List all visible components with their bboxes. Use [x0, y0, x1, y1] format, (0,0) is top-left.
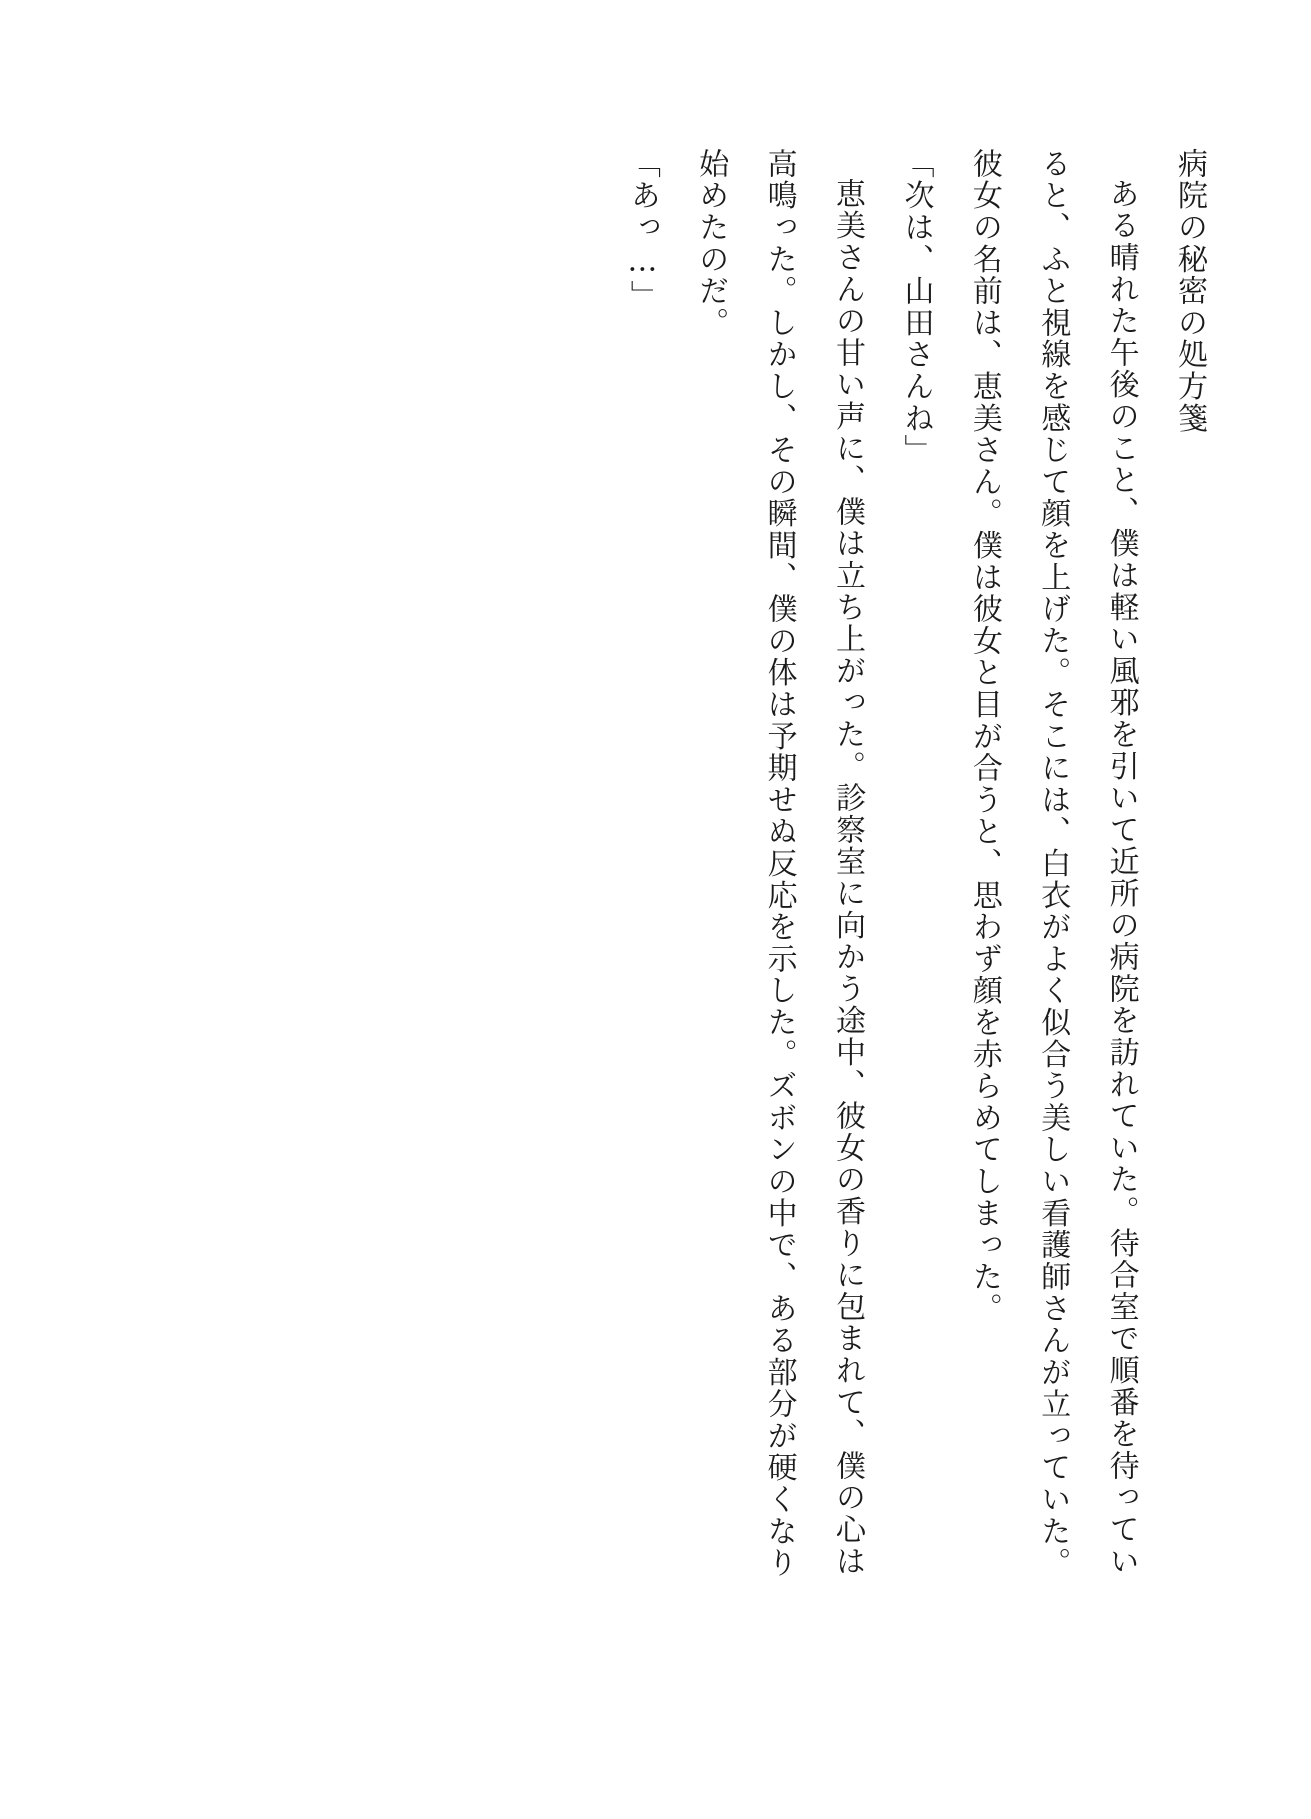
vertical-text-body	[607, 148, 1223, 1598]
paragraph-1: ある晴れた午後のこと、僕は軽い風邪を引いて近所の病院を訪れていた。待合室で順番を待っていると、ふと視線を感じて顔を上げた。そこには、白衣がよく似合う美しい看護師さんが立っていた。彼女の名前は、恵美さん。僕は彼女と目が合うと、思わず顔を赤らめてしまった。	[966, 148, 1139, 1579]
paragraph-2: 恵美さんの甘い声に、僕は立ち上がった。診察室に向かう途中、彼女の香りに包まれて、僕の心は高鳴った。しかし、その瞬間、僕の体は予期せぬ反応を示した。ズボンの中で、ある部分が硬くなり始めたのだ。	[693, 148, 866, 1579]
document-title: 病院の秘密の処方箋	[1172, 148, 1207, 435]
dialogue-1: 「次は、山田さんね」	[898, 148, 934, 466]
dialogue-2: 「あっ…」	[624, 148, 660, 312]
